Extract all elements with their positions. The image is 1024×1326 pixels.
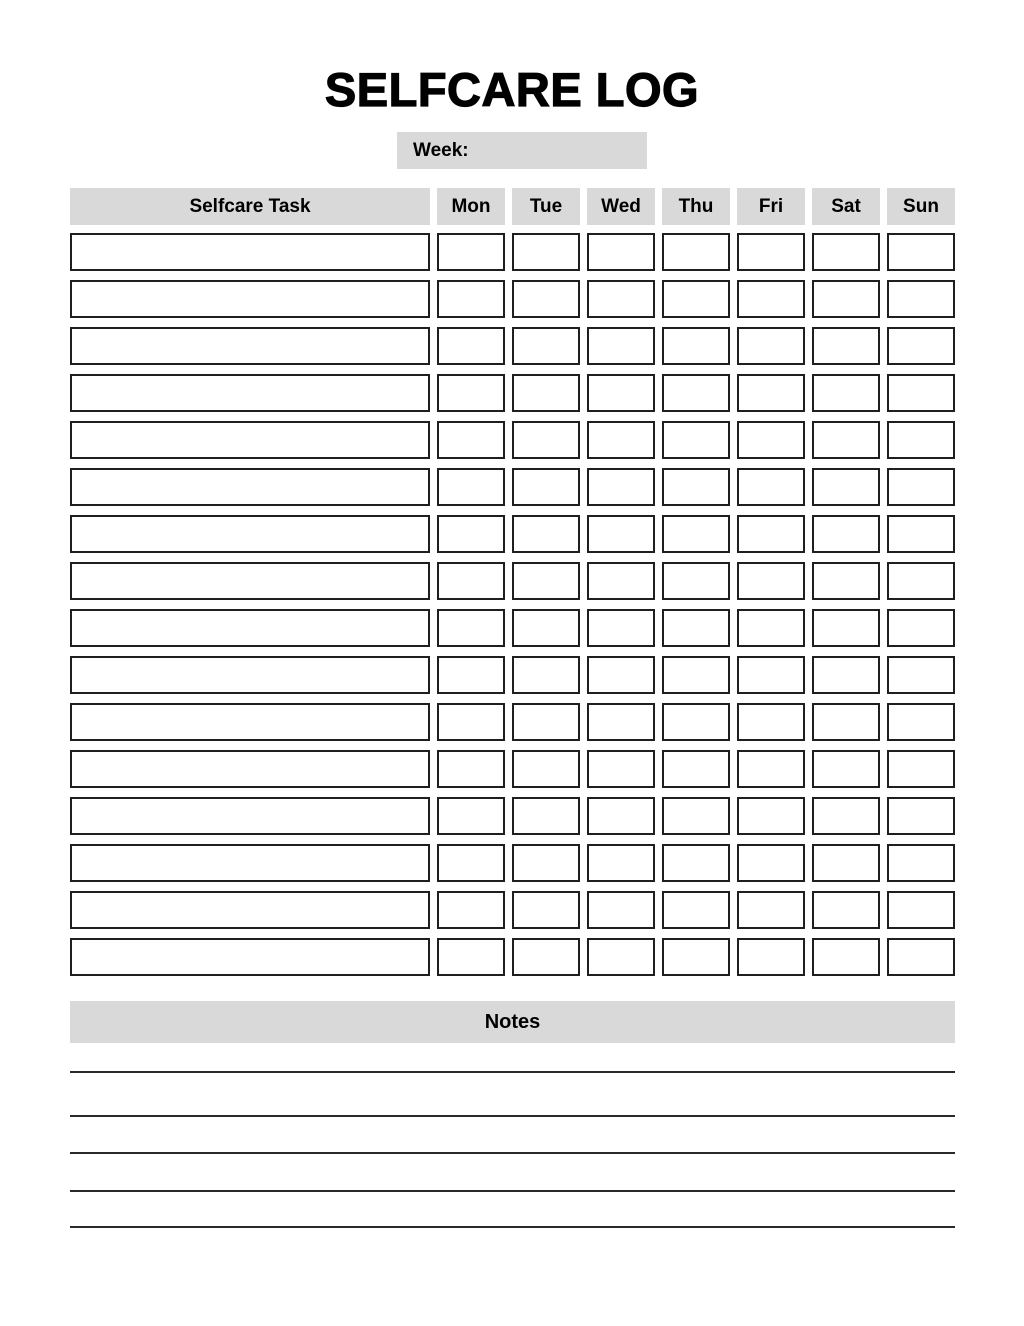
table-row <box>70 844 955 882</box>
day-checkbox-cell-sat[interactable] <box>812 374 880 412</box>
day-checkbox-cell-thu[interactable] <box>662 421 730 459</box>
day-checkbox-cell-sun[interactable] <box>887 280 955 318</box>
day-checkbox-cell-sat[interactable] <box>812 609 880 647</box>
day-checkbox-cell-sat[interactable] <box>812 703 880 741</box>
week-input[interactable] <box>469 132 717 169</box>
day-checkbox-cell-thu[interactable] <box>662 327 730 365</box>
day-checkbox-cell-fri[interactable] <box>737 562 805 600</box>
notes-label: Notes <box>484 1010 541 1033</box>
day-checkbox-cell-wed[interactable] <box>587 280 655 318</box>
day-checkbox-cell-sat[interactable] <box>812 280 880 318</box>
task-input-cell[interactable] <box>70 280 430 318</box>
table-row <box>70 468 955 506</box>
day-checkbox-cell-thu[interactable] <box>662 891 730 929</box>
day-checkbox-cell-sat[interactable] <box>812 891 880 929</box>
day-checkbox-cell-fri[interactable] <box>737 891 805 929</box>
day-checkbox-cell-fri[interactable] <box>737 374 805 412</box>
day-checkbox-cell-sat[interactable] <box>812 844 880 882</box>
day-checkbox-cell-sat[interactable] <box>812 750 880 788</box>
notes-line[interactable] <box>70 1154 955 1192</box>
table-row <box>70 609 955 647</box>
day-checkbox-cell-thu[interactable] <box>662 797 730 835</box>
day-checkbox-cell-mon[interactable] <box>437 562 505 600</box>
notes-line[interactable] <box>70 1043 955 1073</box>
day-checkbox-cell-sat[interactable] <box>812 938 880 976</box>
day-checkbox-cell-thu[interactable] <box>662 468 730 506</box>
table-row <box>70 421 955 459</box>
day-checkbox-cell-mon[interactable] <box>437 797 505 835</box>
day-checkbox-cell-fri[interactable] <box>737 327 805 365</box>
day-checkbox-cell-mon[interactable] <box>437 938 505 976</box>
day-header-mon: Mon <box>437 188 505 225</box>
day-checkbox-cell-tue[interactable] <box>512 562 580 600</box>
table-row <box>70 797 955 835</box>
day-checkbox-cell-sun[interactable] <box>887 374 955 412</box>
day-checkbox-cell-tue[interactable] <box>512 656 580 694</box>
day-checkbox-cell-sun[interactable] <box>887 750 955 788</box>
task-input-cell[interactable] <box>70 374 430 412</box>
day-checkbox-cell-tue[interactable] <box>512 374 580 412</box>
notes-line[interactable] <box>70 1192 955 1228</box>
task-input-cell[interactable] <box>70 233 430 271</box>
day-checkbox-cell-mon[interactable] <box>437 656 505 694</box>
day-checkbox-cell-mon[interactable] <box>437 703 505 741</box>
day-checkbox-cell-mon[interactable] <box>437 280 505 318</box>
day-checkbox-cell-mon[interactable] <box>437 750 505 788</box>
day-checkbox-cell-tue[interactable] <box>512 609 580 647</box>
day-checkbox-cell-wed[interactable] <box>587 703 655 741</box>
day-header-thu: Thu <box>662 188 730 225</box>
week-label: Week: <box>413 139 469 161</box>
day-checkbox-cell-fri[interactable] <box>737 844 805 882</box>
day-checkbox-cell-fri[interactable] <box>737 421 805 459</box>
day-checkbox-cell-fri[interactable] <box>737 609 805 647</box>
day-checkbox-cell-wed[interactable] <box>587 609 655 647</box>
task-input-cell[interactable] <box>70 750 430 788</box>
day-checkbox-cell-wed[interactable] <box>587 562 655 600</box>
task-input-cell[interactable] <box>70 327 430 365</box>
day-checkbox-cell-fri[interactable] <box>737 280 805 318</box>
day-checkbox-cell-mon[interactable] <box>437 844 505 882</box>
day-checkbox-cell-tue[interactable] <box>512 844 580 882</box>
task-input-cell[interactable] <box>70 797 430 835</box>
day-checkbox-cell-sat[interactable] <box>812 562 880 600</box>
day-checkbox-cell-tue[interactable] <box>512 515 580 553</box>
week-field <box>397 132 647 169</box>
day-checkbox-cell-mon[interactable] <box>437 327 505 365</box>
day-checkbox-cell-fri[interactable] <box>737 750 805 788</box>
day-checkbox-cell-tue[interactable] <box>512 938 580 976</box>
table-row <box>70 891 955 929</box>
day-checkbox-cell-sat[interactable] <box>812 468 880 506</box>
day-checkbox-cell-tue[interactable] <box>512 421 580 459</box>
day-checkbox-cell-sun[interactable] <box>887 327 955 365</box>
table-row <box>70 938 955 976</box>
day-checkbox-cell-wed[interactable] <box>587 797 655 835</box>
table-row <box>70 280 955 318</box>
task-input-cell[interactable] <box>70 844 430 882</box>
day-header-fri: Fri <box>737 188 805 225</box>
day-checkbox-cell-thu[interactable] <box>662 233 730 271</box>
task-input-cell[interactable] <box>70 609 430 647</box>
day-checkbox-cell-sun[interactable] <box>887 468 955 506</box>
day-checkbox-cell-mon[interactable] <box>437 421 505 459</box>
table-row <box>70 327 955 365</box>
day-checkbox-cell-thu[interactable] <box>662 562 730 600</box>
day-checkbox-cell-fri[interactable] <box>737 468 805 506</box>
day-checkbox-cell-sun[interactable] <box>887 233 955 271</box>
day-checkbox-cell-thu[interactable] <box>662 656 730 694</box>
day-checkbox-cell-sun[interactable] <box>887 515 955 553</box>
day-checkbox-cell-wed[interactable] <box>587 750 655 788</box>
day-header-sun: Sun <box>887 188 955 225</box>
day-checkbox-cell-sun[interactable] <box>887 891 955 929</box>
notes-area <box>70 1043 955 1228</box>
table-row <box>70 656 955 694</box>
day-checkbox-cell-wed[interactable] <box>587 327 655 365</box>
day-checkbox-cell-sun[interactable] <box>887 844 955 882</box>
table-body <box>70 233 955 976</box>
day-checkbox-cell-fri[interactable] <box>737 515 805 553</box>
day-checkbox-cell-fri[interactable] <box>737 797 805 835</box>
table-row <box>70 515 955 553</box>
day-checkbox-cell-tue[interactable] <box>512 797 580 835</box>
day-checkbox-cell-sat[interactable] <box>812 421 880 459</box>
table-row <box>70 750 955 788</box>
day-checkbox-cell-sun[interactable] <box>887 562 955 600</box>
day-checkbox-cell-sat[interactable] <box>812 515 880 553</box>
task-input-cell[interactable] <box>70 891 430 929</box>
day-checkbox-cell-thu[interactable] <box>662 750 730 788</box>
day-checkbox-cell-fri[interactable] <box>737 938 805 976</box>
table-header-row <box>70 188 955 225</box>
day-checkbox-cell-mon[interactable] <box>437 374 505 412</box>
task-column-header: Selfcare Task <box>70 188 430 225</box>
day-checkbox-cell-mon[interactable] <box>437 891 505 929</box>
day-checkbox-cell-thu[interactable] <box>662 938 730 976</box>
day-checkbox-cell-thu[interactable] <box>662 609 730 647</box>
day-checkbox-cell-wed[interactable] <box>587 515 655 553</box>
day-checkbox-cell-sat[interactable] <box>812 327 880 365</box>
day-checkbox-cell-wed[interactable] <box>587 938 655 976</box>
day-checkbox-cell-thu[interactable] <box>662 844 730 882</box>
day-checkbox-cell-mon[interactable] <box>437 515 505 553</box>
task-input-cell[interactable] <box>70 703 430 741</box>
day-checkbox-cell-wed[interactable] <box>587 421 655 459</box>
page-title: SELFCARE LOG <box>324 63 700 116</box>
day-checkbox-cell-tue[interactable] <box>512 327 580 365</box>
task-input-cell[interactable] <box>70 468 430 506</box>
day-checkbox-cell-wed[interactable] <box>587 374 655 412</box>
day-header-wed: Wed <box>587 188 655 225</box>
day-checkbox-cell-tue[interactable] <box>512 750 580 788</box>
day-checkbox-cell-tue[interactable] <box>512 468 580 506</box>
notes-header <box>70 1001 955 1043</box>
day-checkbox-cell-tue[interactable] <box>512 703 580 741</box>
day-header-tue: Tue <box>512 188 580 225</box>
day-checkbox-cell-sat[interactable] <box>812 233 880 271</box>
day-checkbox-cell-sun[interactable] <box>887 609 955 647</box>
notes-line[interactable] <box>70 1073 955 1117</box>
day-checkbox-cell-thu[interactable] <box>662 515 730 553</box>
task-input-cell[interactable] <box>70 938 430 976</box>
task-input-cell[interactable] <box>70 656 430 694</box>
day-checkbox-cell-fri[interactable] <box>737 233 805 271</box>
selfcare-tracker-table <box>70 188 955 976</box>
day-checkbox-cell-mon[interactable] <box>437 233 505 271</box>
day-checkbox-cell-tue[interactable] <box>512 280 580 318</box>
day-checkbox-cell-wed[interactable] <box>587 233 655 271</box>
day-checkbox-cell-tue[interactable] <box>512 891 580 929</box>
day-checkbox-cell-sat[interactable] <box>812 656 880 694</box>
day-checkbox-cell-fri[interactable] <box>737 703 805 741</box>
day-checkbox-cell-sun[interactable] <box>887 938 955 976</box>
task-input-cell[interactable] <box>70 515 430 553</box>
day-checkbox-cell-mon[interactable] <box>437 468 505 506</box>
day-checkbox-cell-thu[interactable] <box>662 374 730 412</box>
table-row <box>70 374 955 412</box>
day-checkbox-cell-sun[interactable] <box>887 703 955 741</box>
table-row <box>70 703 955 741</box>
table-row <box>70 562 955 600</box>
day-checkbox-cell-wed[interactable] <box>587 656 655 694</box>
day-checkbox-cell-sat[interactable] <box>812 797 880 835</box>
day-checkbox-cell-sun[interactable] <box>887 797 955 835</box>
day-checkbox-cell-wed[interactable] <box>587 844 655 882</box>
day-checkbox-cell-wed[interactable] <box>587 891 655 929</box>
day-checkbox-cell-tue[interactable] <box>512 233 580 271</box>
day-checkbox-cell-mon[interactable] <box>437 609 505 647</box>
day-header-sat: Sat <box>812 188 880 225</box>
notes-line[interactable] <box>70 1117 955 1154</box>
day-checkbox-cell-thu[interactable] <box>662 703 730 741</box>
day-checkbox-cell-wed[interactable] <box>587 468 655 506</box>
day-checkbox-cell-sun[interactable] <box>887 421 955 459</box>
day-checkbox-cell-sun[interactable] <box>887 656 955 694</box>
day-checkbox-cell-thu[interactable] <box>662 280 730 318</box>
day-checkbox-cell-fri[interactable] <box>737 656 805 694</box>
task-input-cell[interactable] <box>70 421 430 459</box>
table-row <box>70 233 955 271</box>
task-input-cell[interactable] <box>70 562 430 600</box>
